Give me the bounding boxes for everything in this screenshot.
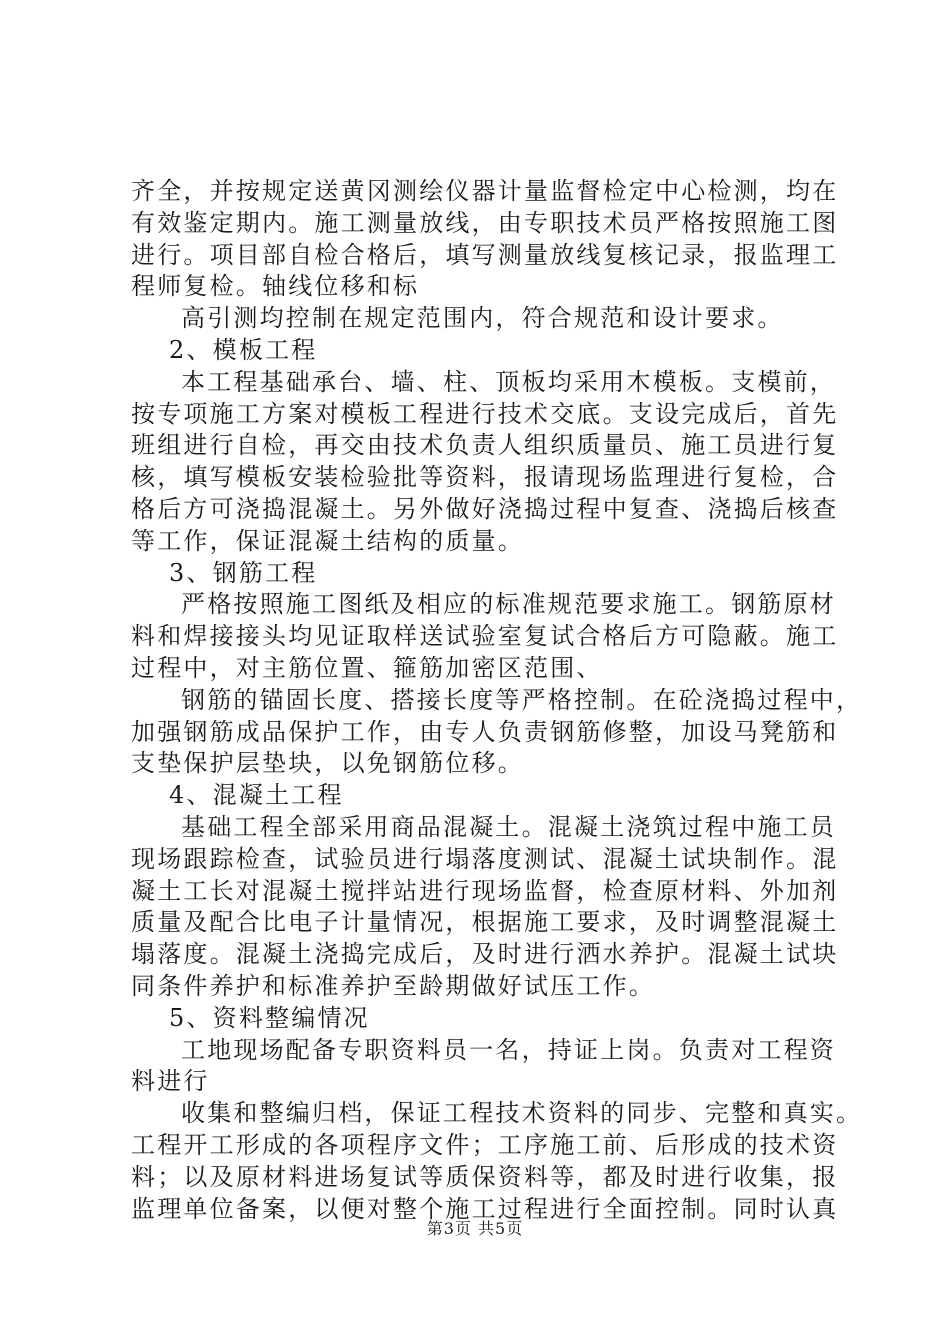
text-line: 程师复检。轴线位移和标 [131,272,420,301]
page-footer: 第3页 共5页 [426,1219,524,1238]
text-line: 有效鉴定期内。施工测量放线，由专职技术员严格按照施工图 [131,208,839,237]
text-line: 工地现场配备专职资料员一名，持证上岗。负责对工程资 [181,1035,836,1064]
text-line: 钢筋的锚固长度、搭接长度等严格控制。在砼浇捣过程中， [181,685,863,714]
text-line: 支垫保护层垫块，以免钢筋位移。 [131,749,524,778]
text-line: 监理单位备案，以便对整个施工过程进行全面控制。同时认真 [131,1194,839,1223]
text-line: 进行。项目部自检合格后，填写测量放线复核记录，报监理工 [131,240,839,269]
text-line: 按专项施工方案对模板工程进行技术交底。支设完成后，首先 [131,399,839,428]
text-line: 塌落度。混凝土浇捣完成后，及时进行洒水养护。混凝土试块 [131,940,839,969]
text-line: 收集和整编归档，保证工程技术资料的同步、完整和真实。 [181,1099,863,1128]
text-line: 本工程基础承台、墙、柱、顶板均采用木模板。支模前， [181,367,836,396]
text-line: 等工作，保证混凝土结构的质量。 [131,526,524,555]
text-line: 料进行 [131,1067,210,1096]
text-line: 质量及配合比电子计量情况，根据施工要求，及时调整混凝土 [131,908,839,937]
text-line: 班组进行自检，再交由技术负责人组织质量员、施工员进行复 [131,431,839,460]
document-body [131,176,863,1225]
section-heading: 2、模板工程 [169,335,318,364]
text-line: 现场跟踪检查，试验员进行塌落度测试、混凝土试块制作。混 [131,844,839,873]
text-line: 基础工程全部采用商品混凝土。混凝土浇筑过程中施工员 [181,812,836,841]
text-line: 高引测均控制在规定范围内，符合规范和设计要求。 [181,304,784,333]
text-line: 工程开工形成的各项程序文件；工序施工前、后形成的技术资 [131,1130,839,1159]
text-line: 过程中，对主筋位置、箍筋加密区范围、 [131,653,603,682]
section-heading: 5、资料整编情况 [169,1003,370,1032]
text-line: 核，填写模板安装检验批等资料，报请现场监理进行复检，合 [131,463,839,492]
text-line: 料和焊接接头均见证取样送试验室复试合格后方可隐蔽。施工 [131,622,839,651]
text-line: 格后方可浇捣混凝土。另外做好浇捣过程中复查、浇捣后核查 [131,494,839,523]
text-line: 料；以及原材料进场复试等质保资料等，都及时进行收集，报 [131,1162,839,1191]
text-line: 凝土工长对混凝土搅拌站进行现场监督，检查原材料、外加剂 [131,876,839,905]
text-line: 同条件养护和标准养护至龄期做好试压工作。 [131,971,655,1000]
text-line: 严格按照施工图纸及相应的标准规范要求施工。钢筋原材 [181,590,836,619]
text-line: 加强钢筋成品保护工作，由专人负责钢筋修整，加设马凳筋和 [131,717,839,746]
text-line: 齐全，并按规定送黄冈测绘仪器计量监督检定中心检测，均在 [131,177,839,205]
section-heading: 4、混凝土工程 [169,781,344,810]
section-heading: 3、钢筋工程 [169,558,318,587]
